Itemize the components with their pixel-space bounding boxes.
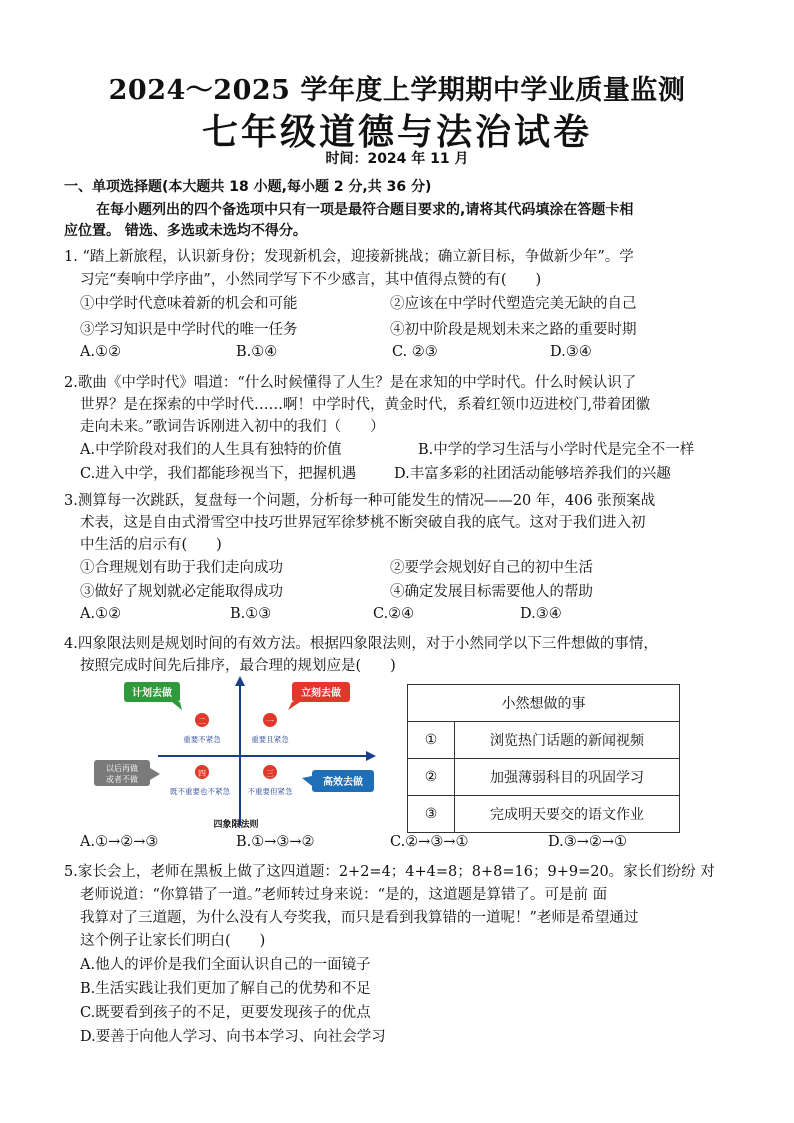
q5-stem-1: 5.家长会上，老师在黑板上做了这四道题：2+2=4；4+4=8；8+8=16；9+9=20。家长们纷纷 对 — [64, 864, 715, 880]
q1-option-b: B.①④ — [236, 344, 278, 360]
tag-now: 立刻去做 — [301, 688, 341, 699]
exam-time: 时间：2024 年 11 月 — [325, 151, 469, 167]
table-cell-num: ① — [408, 722, 455, 759]
q3-statement-4: ④确定发展目标需要他人的帮助 — [390, 584, 593, 600]
q3-option-d: D.③④ — [520, 606, 562, 622]
q4-option-a: A.①→②→③ — [80, 834, 159, 850]
table-cell-num: ③ — [408, 796, 455, 833]
q5-option-c: C.既要看到孩子的不足，更要发现孩子的优点 — [80, 1005, 371, 1021]
q3-statement-2: ②要学会规划好自己的初中生活 — [390, 560, 593, 576]
section-instruction-2: 应位置。 错选、多选或未选均不得分。 — [64, 223, 307, 239]
quadrant-important-urgent: 重要且紧急 — [251, 735, 289, 744]
q5-option-d: D.要善于向他人学习、向书本学习、向社会学习 — [80, 1029, 386, 1045]
q2-option-c: C.进入中学，我们都能珍视当下，把握机遇 — [80, 466, 357, 482]
vertical-axis-arrow-icon — [235, 676, 245, 686]
q1-statement-2: ②应该在中学时代塑造完美无缺的自己 — [390, 296, 637, 312]
quadrant-not-important-urgent: 不重要但紧急 — [247, 787, 293, 796]
table-header: 小然想做的事 — [408, 685, 680, 722]
q3-option-b: B.①③ — [230, 606, 272, 622]
q3-stem-2: 术表，这是自由式滑雪空中技巧世界冠军徐梦桃不断突破自我的底气。这对于我们进入初 — [80, 515, 646, 531]
section-heading: 一、单项选择题(本大题共 18 小题,每小题 2 分,共 36 分) — [64, 179, 432, 195]
table-row — [408, 759, 680, 796]
tag-efficient: 高效去做 — [323, 777, 363, 788]
q1-option-d: D.③④ — [550, 344, 592, 360]
q5-option-a: A.他人的评价是我们全面认识自己的一面镜子 — [80, 957, 371, 973]
q3-statement-3: ③做好了规划就必定能取得成功 — [80, 584, 283, 600]
exam-subject-title: 七年级道德与法治试卷 — [201, 111, 592, 153]
q1-option-a: A.①② — [80, 344, 122, 360]
svg-text:或者不做: 或者不做 — [106, 775, 138, 784]
q4-option-b: B.①→③→② — [236, 834, 315, 850]
table-header-row — [408, 685, 680, 722]
q2-option-a: A.中学阶段对我们的人生具有独特的价值 — [80, 442, 342, 458]
q2-option-d: D.丰富多彩的社团活动能够培养我们的兴趣 — [394, 466, 671, 482]
q1-statement-3: ③学习知识是中学时代的唯一任务 — [80, 322, 298, 338]
exam-title: 2024～2025 学年度上学期期中学业质量监测 — [108, 75, 686, 106]
q4-stem-2: 按照完成时间先后排序，最合理的规划应是( ) — [80, 658, 396, 674]
q1-option-c: C. ②③ — [392, 344, 438, 360]
q2-stem-3: 走向未来。”歌词告诉刚进入初中的我们（ ） — [80, 419, 385, 435]
quadrant-3-number: 三 — [266, 769, 274, 778]
q5-stem-3: 我算对了三道题，为什么没有人夸奖我，而只是看到我算错的一道呢！”老师是希望通过 — [80, 910, 639, 926]
todo-table — [407, 684, 680, 833]
table-row — [408, 722, 680, 759]
q1-statement-1: ①中学时代意味着新的机会和可能 — [80, 296, 298, 312]
q3-option-a: A.①② — [80, 606, 122, 622]
q4-stem-1: 4.四象限法则是规划时间的有效方法。根据四象限法则，对于小然同学以下三件想做的事情， — [64, 636, 658, 652]
tag-later: 以后再做或者不做 — [94, 676, 102, 677]
svg-text:以后再做: 以后再做 — [106, 764, 138, 773]
q1-statement-4: ④初中阶段是规划未来之路的重要时期 — [390, 322, 637, 338]
table-cell-text: 浏览热门话题的新闻视频 — [455, 722, 680, 759]
q2-option-b: B.中学的学习生活与小学时代是完全不一样 — [418, 442, 695, 458]
tag-plan: 计划去做 — [132, 688, 172, 699]
horizontal-axis-arrow-icon — [366, 751, 376, 761]
q3-stem-1: 3.测算每一次跳跃，复盘每一个问题，分析每一种可能发生的情况——20 年，406 张预案战 — [64, 493, 656, 509]
table-cell-num: ② — [408, 759, 455, 796]
q4-option-c: C.②→③→① — [390, 834, 469, 850]
q3-option-c: C.②④ — [373, 606, 415, 622]
q1-stem-2: 习完“奏响中学序曲”，小然同学写下不少感言，其中值得点赞的有( ) — [80, 272, 542, 288]
quadrant-4-number: 四 — [198, 769, 206, 778]
q1-stem-1: 1. “踏上新旅程，认识新身份；发现新机会，迎接新挑战；确立新目标，争做新少年”。学 — [64, 249, 634, 265]
q5-stem-4: 这个例子让家长们明白( ) — [80, 933, 266, 949]
table-cell-text: 加强薄弱科目的巩固学习 — [455, 759, 680, 796]
q3-statement-1: ①合理规划有助于我们走向成功 — [80, 560, 283, 576]
quadrant-important-not-urgent: 重要不紧急 — [183, 735, 221, 744]
quadrant-1-number: 一 — [266, 717, 274, 726]
q2-stem-2: 世界？是在探索的中学时代……啊！中学时代，黄金时代，系着红领巾迈进校门,带着团徽 — [80, 397, 651, 413]
q5-option-b: B.生活实践让我们更加了解自己的优势和不足 — [80, 981, 371, 997]
q4-option-d: D.③→②→① — [548, 834, 628, 850]
section-instruction-1: 在每小题列出的四个备选项中只有一项是最符合题目要求的,请将其代码填涂在答题卡相 — [96, 202, 634, 218]
quadrant-2-number: 二 — [198, 717, 206, 726]
q3-stem-3: 中生活的启示有( ) — [80, 537, 222, 553]
quadrant-neither: 既不重要也不紧急 — [170, 787, 230, 796]
q2-stem-1: 2.歌曲《中学时代》唱道：“什么时候懂得了人生？是在求知的中学时代。什么时候认识了 — [64, 375, 637, 391]
table-cell-text: 完成明天要交的语文作业 — [455, 796, 680, 833]
table-row — [408, 796, 680, 833]
q5-stem-2: 老师说道：“你算错了一道。”老师转过身来说：“是的，这道题是算错了。可是前 面 — [80, 887, 608, 903]
four-quadrant-diagram — [94, 676, 378, 830]
figure-caption: 四象限法则 — [213, 820, 259, 830]
